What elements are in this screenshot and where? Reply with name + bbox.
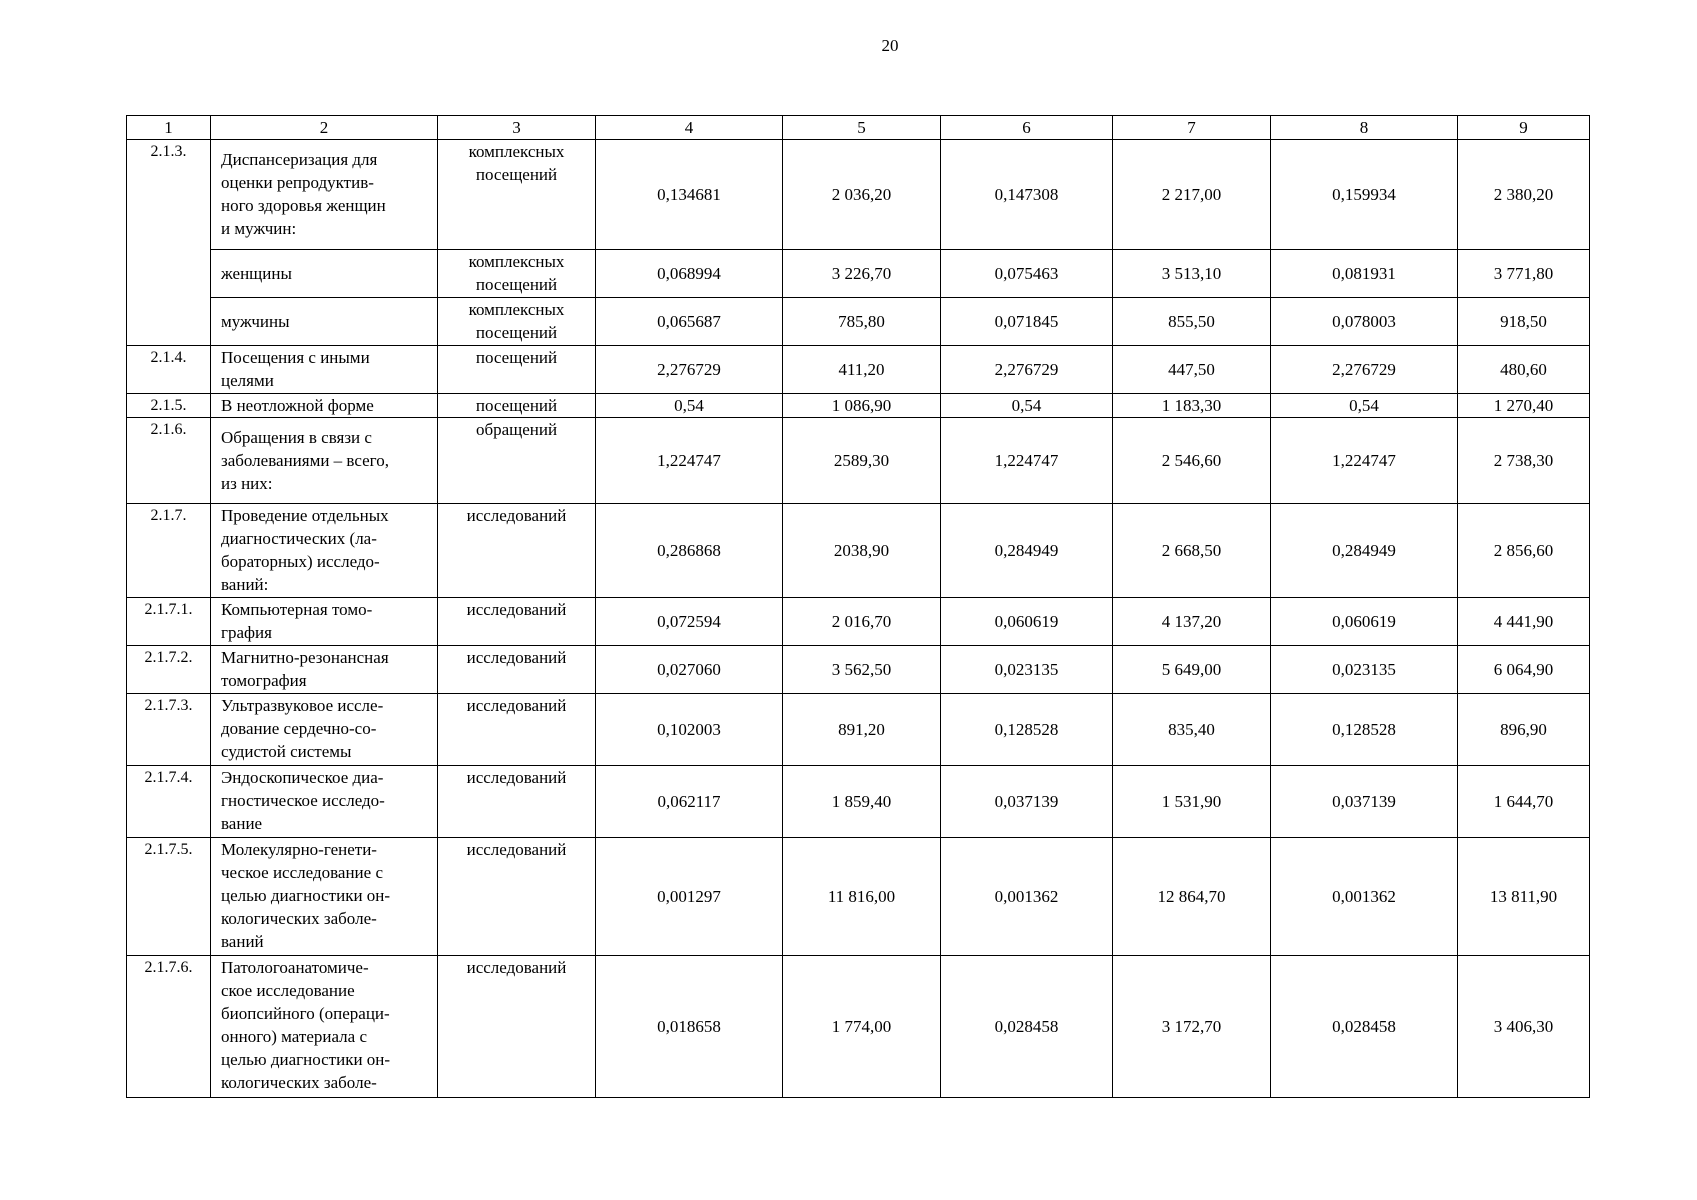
table-cell: 1 644,70 [1458, 766, 1590, 838]
table-cell: 0,037139 [941, 766, 1113, 838]
table-cell: 0,54 [941, 394, 1113, 418]
table-cell: 5 649,00 [1113, 646, 1271, 694]
row-code: 2.1.5. [127, 394, 211, 418]
column-header: 6 [941, 116, 1113, 140]
row-unit: исследований [438, 504, 596, 598]
table-cell: 2 856,60 [1458, 504, 1590, 598]
table-cell: 2589,30 [783, 418, 941, 504]
table-cell: 2 036,20 [783, 140, 941, 250]
table-row [127, 298, 1590, 346]
table-cell: 0,286868 [596, 504, 783, 598]
row-name: Проведение отдельных диагностических (ла- бораторных) исследо- ваний: [211, 504, 438, 598]
table-cell: 6 064,90 [1458, 646, 1590, 694]
row-code: 2.1.6. [127, 418, 211, 504]
row-unit: исследований [438, 766, 596, 838]
page-number: 20 [881, 36, 899, 55]
row-name: Эндоскопическое диа- гностическое исследо- вание [211, 766, 438, 838]
table-cell: 0,284949 [1271, 504, 1458, 598]
table-cell: 1 270,40 [1458, 394, 1590, 418]
table-cell: 3 406,30 [1458, 956, 1590, 1098]
table-cell: 0,128528 [1271, 694, 1458, 766]
table-cell: 785,80 [783, 298, 941, 346]
table-row [127, 956, 1590, 1098]
table-cell: 891,20 [783, 694, 941, 766]
table-cell: 835,40 [1113, 694, 1271, 766]
column-header: 8 [1271, 116, 1458, 140]
row-unit: комплексных посещений [438, 298, 596, 346]
row-unit: посещений [438, 346, 596, 394]
table-cell: 855,50 [1113, 298, 1271, 346]
table-row [127, 766, 1590, 838]
table-cell: 0,072594 [596, 598, 783, 646]
table-row [127, 346, 1590, 394]
table-cell: 0,023135 [941, 646, 1113, 694]
table-cell: 2 016,70 [783, 598, 941, 646]
row-code: 2.1.7. [127, 504, 211, 598]
column-header: 1 [127, 116, 211, 140]
row-name: Молекулярно-генети- ческое исследование с целью диагностики он- кологических заболе- ваний [211, 838, 438, 956]
row-unit: посещений [438, 394, 596, 418]
table-cell: 1 774,00 [783, 956, 941, 1098]
table-cell: 2,276729 [1271, 346, 1458, 394]
row-code: 2.1.7.2. [127, 646, 211, 694]
row-name: женщины [211, 250, 438, 298]
row-name: Компьютерная томо- графия [211, 598, 438, 646]
table-cell: 0,134681 [596, 140, 783, 250]
table-cell: 0,018658 [596, 956, 783, 1098]
table-cell: 3 771,80 [1458, 250, 1590, 298]
column-header: 7 [1113, 116, 1271, 140]
table-cell: 0,062117 [596, 766, 783, 838]
table-row [127, 140, 1590, 250]
table-cell: 896,90 [1458, 694, 1590, 766]
table-cell: 0,023135 [1271, 646, 1458, 694]
table-row [127, 598, 1590, 646]
table-cell: 11 816,00 [783, 838, 941, 956]
row-name: Патологоанатомиче- ское исследование биопсийного (операци- онного) материала с целью диагностики он- кологических заболе- [211, 956, 438, 1098]
table-cell: 2 546,60 [1113, 418, 1271, 504]
table-row [127, 394, 1590, 418]
table-cell: 4 441,90 [1458, 598, 1590, 646]
table-cell: 0,001297 [596, 838, 783, 956]
table-cell: 2,276729 [941, 346, 1113, 394]
table-row [127, 646, 1590, 694]
table-cell: 0,001362 [941, 838, 1113, 956]
table-cell: 2 217,00 [1113, 140, 1271, 250]
table-cell: 0,027060 [596, 646, 783, 694]
table-cell: 0,081931 [1271, 250, 1458, 298]
table-cell: 0,284949 [941, 504, 1113, 598]
table-cell: 480,60 [1458, 346, 1590, 394]
row-unit: исследований [438, 646, 596, 694]
column-header: 9 [1458, 116, 1590, 140]
table-cell: 0,037139 [1271, 766, 1458, 838]
table-cell: 2 738,30 [1458, 418, 1590, 504]
table-cell: 12 864,70 [1113, 838, 1271, 956]
table-cell: 3 226,70 [783, 250, 941, 298]
table-cell: 0,060619 [1271, 598, 1458, 646]
column-header: 3 [438, 116, 596, 140]
table-cell: 2 380,20 [1458, 140, 1590, 250]
table-row [127, 504, 1590, 598]
table-cell: 13 811,90 [1458, 838, 1590, 956]
table-row [127, 250, 1590, 298]
row-unit: исследований [438, 956, 596, 1098]
row-code: 2.1.4. [127, 346, 211, 394]
row-unit: исследований [438, 838, 596, 956]
table-cell: 1 183,30 [1113, 394, 1271, 418]
row-unit: комплексных посещений [438, 140, 596, 250]
table-cell: 1,224747 [941, 418, 1113, 504]
column-header: 5 [783, 116, 941, 140]
table-cell: 2038,90 [783, 504, 941, 598]
table-cell: 3 562,50 [783, 646, 941, 694]
table-cell: 1,224747 [596, 418, 783, 504]
row-name: В неотложной форме [211, 394, 438, 418]
table-cell: 0,001362 [1271, 838, 1458, 956]
table-cell: 447,50 [1113, 346, 1271, 394]
row-unit: исследований [438, 694, 596, 766]
table-cell: 4 137,20 [1113, 598, 1271, 646]
table-cell: 0,128528 [941, 694, 1113, 766]
table-cell: 1 531,90 [1113, 766, 1271, 838]
table-cell: 0,068994 [596, 250, 783, 298]
table-cell: 0,065687 [596, 298, 783, 346]
table-cell: 0,071845 [941, 298, 1113, 346]
table-cell: 0,54 [596, 394, 783, 418]
table-cell: 0,075463 [941, 250, 1113, 298]
row-unit: комплексных посещений [438, 250, 596, 298]
table-cell: 0,078003 [1271, 298, 1458, 346]
row-name: Обращения в связи с заболеваниями – всего, из них: [211, 418, 438, 504]
row-code: 2.1.3. [127, 140, 211, 346]
table-row [127, 838, 1590, 956]
row-name: мужчины [211, 298, 438, 346]
row-name: Ультразвуковое иссле- дование сердечно-со- судистой системы [211, 694, 438, 766]
table-cell: 1 859,40 [783, 766, 941, 838]
table-cell: 411,20 [783, 346, 941, 394]
table-cell: 2,276729 [596, 346, 783, 394]
column-header: 4 [596, 116, 783, 140]
row-code: 2.1.7.3. [127, 694, 211, 766]
table-cell: 3 172,70 [1113, 956, 1271, 1098]
row-code: 2.1.7.4. [127, 766, 211, 838]
table-cell: 1 086,90 [783, 394, 941, 418]
row-name: Посещения с иными целями [211, 346, 438, 394]
table-header-row [127, 116, 1590, 140]
row-name: Диспансеризация для оценки репродуктив- ного здоровья женщин и мужчин: [211, 140, 438, 250]
row-code: 2.1.7.1. [127, 598, 211, 646]
row-code: 2.1.7.6. [127, 956, 211, 1098]
data-table [126, 115, 1590, 1098]
table-cell: 0,147308 [941, 140, 1113, 250]
table-cell: 0,060619 [941, 598, 1113, 646]
table-cell: 0,102003 [596, 694, 783, 766]
table-cell: 0,159934 [1271, 140, 1458, 250]
row-name: Магнитно-резонансная томография [211, 646, 438, 694]
row-code: 2.1.7.5. [127, 838, 211, 956]
table-cell: 0,028458 [941, 956, 1113, 1098]
table-cell: 0,028458 [1271, 956, 1458, 1098]
table-cell: 2 668,50 [1113, 504, 1271, 598]
table-row [127, 694, 1590, 766]
table-cell: 3 513,10 [1113, 250, 1271, 298]
table-cell: 918,50 [1458, 298, 1590, 346]
column-header: 2 [211, 116, 438, 140]
table-cell: 0,54 [1271, 394, 1458, 418]
row-unit: обращений [438, 418, 596, 504]
row-unit: исследований [438, 598, 596, 646]
table-row [127, 418, 1590, 504]
table-cell: 1,224747 [1271, 418, 1458, 504]
